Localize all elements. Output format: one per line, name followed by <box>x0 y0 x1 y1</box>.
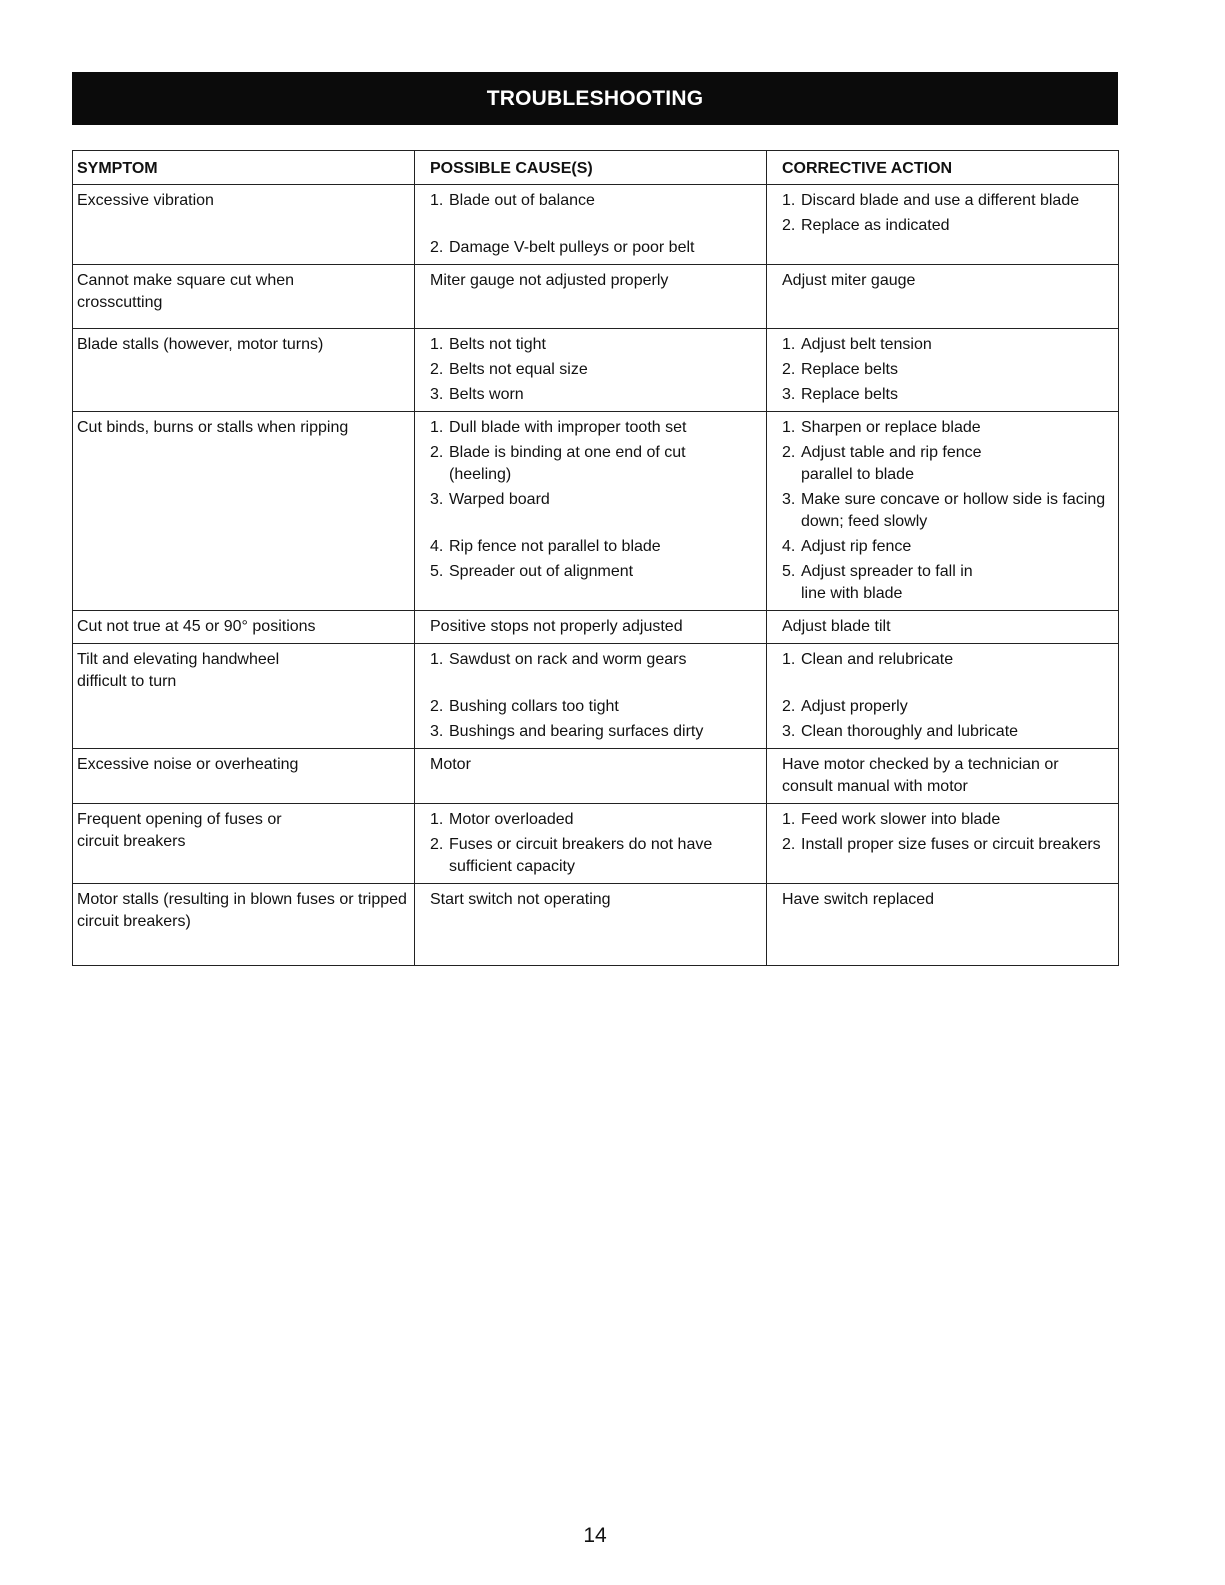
item-text: Blade is binding at one end of cut (heeling) <box>449 444 686 483</box>
action-cell: Have switch replaced <box>767 884 1119 966</box>
symptom-text: Motor stalls (resulting in blown fuses or tripped circuit breakers) <box>77 891 407 930</box>
symptom-text: Tilt and elevating handwheel difficult to turn <box>77 651 280 690</box>
item-text: Replace belts <box>801 386 898 403</box>
item-text: Belts not equal size <box>449 361 588 378</box>
list-item <box>430 359 760 381</box>
item-text: Damage V-belt pulleys or poor belt <box>449 239 695 256</box>
item-text: Warped board <box>449 491 550 508</box>
action-cell: Adjust miter gauge <box>767 265 1119 329</box>
header-symptom: SYMPTOM <box>73 151 415 185</box>
item-number: 2. <box>430 836 444 853</box>
list-item <box>782 442 1112 486</box>
symptom-cell: Excessive vibration <box>73 185 415 265</box>
table-row <box>73 329 1119 412</box>
item-number: 5. <box>430 563 444 580</box>
item-number: 2. <box>782 698 796 715</box>
list-item <box>430 696 760 718</box>
item-text: Blade out of balance <box>449 192 595 209</box>
item-number: 1. <box>782 651 796 668</box>
list-item <box>782 536 1112 558</box>
list-item <box>430 721 760 743</box>
list-item <box>430 417 760 439</box>
table-row <box>73 265 1119 329</box>
cause-cell: Miter gauge not adjusted properly <box>415 265 767 329</box>
item-text: Adjust table and rip fence parallel to blade <box>801 444 982 483</box>
item-number: 2. <box>782 361 796 378</box>
item-number: 5. <box>782 563 796 580</box>
item-text: Clean thoroughly and lubricate <box>801 723 1019 740</box>
symptom-cell: Cut not true at 45 or 90° positions <box>73 611 415 644</box>
item-text: Belts not tight <box>449 336 546 353</box>
item-number: 2. <box>430 444 444 461</box>
item-number: 1. <box>430 651 444 668</box>
symptom-text: Frequent opening of fuses or circuit breakers <box>77 811 282 850</box>
list-item <box>430 649 760 671</box>
item-text: Feed work slower into blade <box>801 811 1001 828</box>
symptom-cell: Blade stalls (however, motor turns) <box>73 329 415 412</box>
list-item <box>782 359 1112 381</box>
page-number: 14 <box>583 1524 607 1547</box>
item-text: Replace as indicated <box>801 217 950 234</box>
item-text: Adjust spreader to fall in line with blade <box>801 563 973 602</box>
item-number: 1. <box>430 811 444 828</box>
action-cell <box>767 644 1119 749</box>
table-row <box>73 804 1119 884</box>
list-item <box>782 834 1112 856</box>
item-number: 2. <box>782 836 796 853</box>
symptom-text: Cannot make square cut when crosscutting <box>77 272 295 311</box>
item-number: 2. <box>782 217 796 234</box>
table-row <box>73 185 1119 265</box>
cause-cell <box>415 412 767 611</box>
item-number: 1. <box>430 419 444 436</box>
item-text: Sawdust on rack and worm gears <box>449 651 687 668</box>
item-number: 2. <box>782 444 796 461</box>
item-number: 3. <box>430 723 444 740</box>
troubleshooting-table <box>72 150 1119 966</box>
item-number: 3. <box>430 386 444 403</box>
item-number: 1. <box>782 192 796 209</box>
item-text: Install proper size fuses or circuit breakers <box>801 836 1101 853</box>
list-item <box>430 834 760 878</box>
item-text: Bushing collars too tight <box>449 698 619 715</box>
item-text: Motor overloaded <box>449 811 574 828</box>
table-row <box>73 412 1119 611</box>
symptom-cell <box>73 884 415 966</box>
list-item <box>782 190 1112 212</box>
cause-cell <box>415 644 767 749</box>
list-item <box>782 561 1112 605</box>
symptom-cell: Excessive noise or overheating <box>73 749 415 804</box>
item-number: 3. <box>782 491 796 508</box>
list-item <box>782 384 1112 406</box>
header-corrective-action: CORRECTIVE ACTION <box>767 151 1119 185</box>
list-item <box>430 809 760 831</box>
action-cell <box>767 804 1119 884</box>
list-item <box>430 489 760 511</box>
list-item <box>430 442 760 486</box>
cause-cell: Positive stops not properly adjusted <box>415 611 767 644</box>
table-row <box>73 611 1119 644</box>
item-text: Dull blade with improper tooth set <box>449 419 687 436</box>
cause-cell: Start switch not operating <box>415 884 767 966</box>
item-number: 1. <box>782 336 796 353</box>
symptom-cell <box>73 644 415 749</box>
item-number: 2. <box>430 361 444 378</box>
item-text: Bushings and bearing surfaces dirty <box>449 723 704 740</box>
item-text: Belts worn <box>449 386 524 403</box>
header-possible-causes: POSSIBLE CAUSE(S) <box>415 151 767 185</box>
list-item <box>430 190 760 212</box>
table-row <box>73 884 1119 966</box>
action-cell <box>767 412 1119 611</box>
action-cell: Have motor checked by a technician or consult manual with motor <box>767 749 1119 804</box>
cause-cell <box>415 804 767 884</box>
item-text: Discard blade and use a different blade <box>801 192 1080 209</box>
item-text: Adjust rip fence <box>801 538 912 555</box>
action-cell <box>767 329 1119 412</box>
action-cell <box>767 185 1119 265</box>
item-number: 4. <box>782 538 796 555</box>
item-number: 2. <box>430 698 444 715</box>
item-text: Clean and relubricate <box>801 651 954 668</box>
list-item <box>782 649 1112 671</box>
table-header-row <box>73 151 1119 185</box>
item-text: Make sure concave or hollow side is facing down; feed slowly <box>801 491 1106 530</box>
list-item <box>782 809 1112 831</box>
list-item <box>430 384 760 406</box>
item-number: 1. <box>430 336 444 353</box>
symptom-cell <box>73 265 415 329</box>
table-row <box>73 749 1119 804</box>
list-item <box>782 489 1112 533</box>
section-title-bar <box>72 72 1118 125</box>
cause-cell: Motor <box>415 749 767 804</box>
item-text: Sharpen or replace blade <box>801 419 981 436</box>
item-number: 1. <box>782 419 796 436</box>
list-item <box>430 237 760 259</box>
item-number: 1. <box>430 192 444 209</box>
cause-cell <box>415 185 767 265</box>
list-item <box>430 334 760 356</box>
item-text: Rip fence not parallel to blade <box>449 538 661 555</box>
item-number: 3. <box>430 491 444 508</box>
action-cell: Adjust blade tilt <box>767 611 1119 644</box>
list-item <box>782 417 1112 439</box>
item-text: Replace belts <box>801 361 898 378</box>
item-text: Adjust belt tension <box>801 336 932 353</box>
cause-cell <box>415 329 767 412</box>
item-text: Adjust properly <box>801 698 908 715</box>
list-item <box>782 696 1112 718</box>
item-number: 1. <box>782 811 796 828</box>
symptom-cell: Cut binds, burns or stalls when ripping <box>73 412 415 611</box>
item-number: 3. <box>782 386 796 403</box>
symptom-cell <box>73 804 415 884</box>
list-item <box>782 334 1112 356</box>
item-text: Spreader out of alignment <box>449 563 634 580</box>
item-number: 4. <box>430 538 444 555</box>
item-number: 3. <box>782 723 796 740</box>
item-number: 2. <box>430 239 444 256</box>
list-item <box>430 536 760 558</box>
list-item <box>782 215 1112 237</box>
section-title: TROUBLESHOOTING <box>486 86 704 110</box>
item-text: Fuses or circuit breakers do not have sufficient capacity <box>449 836 713 875</box>
list-item <box>430 561 760 583</box>
list-item <box>782 721 1112 743</box>
table-row <box>73 644 1119 749</box>
